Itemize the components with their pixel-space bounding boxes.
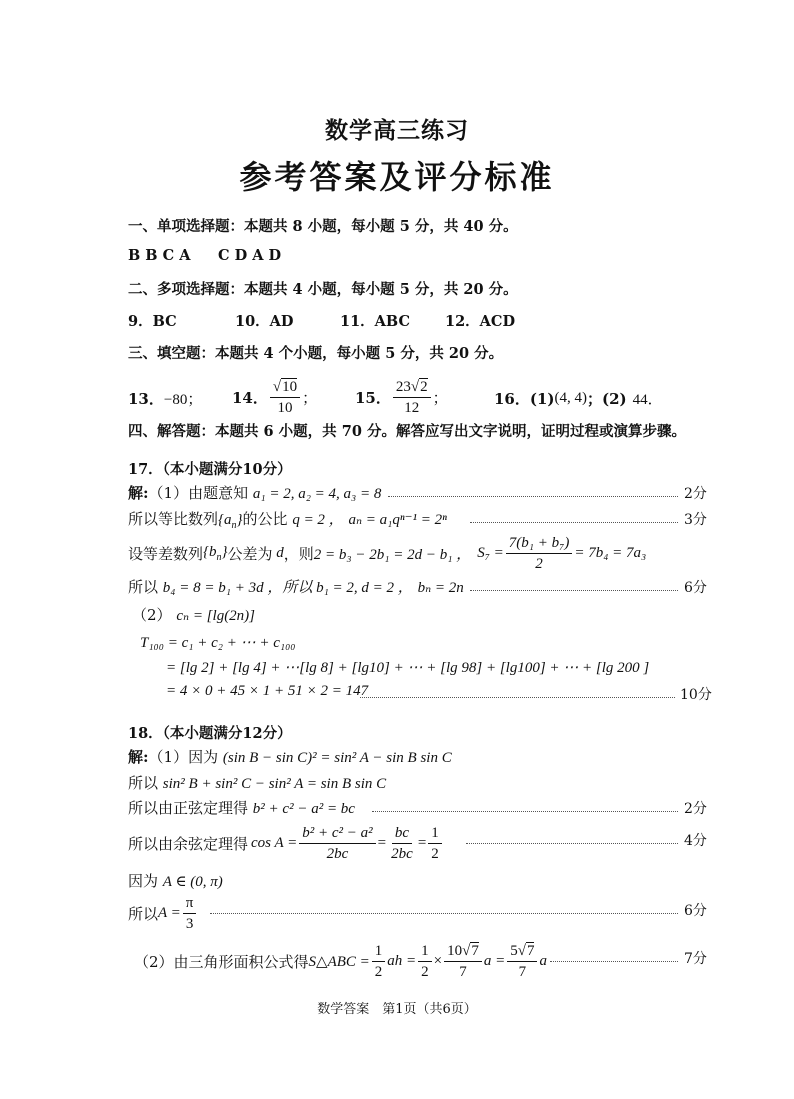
q18-line-5 (128, 870, 223, 891)
q18-l6-text: 所以 (128, 904, 159, 923)
q17-l3-math3: = 7b₄ = 7a₃ (574, 544, 647, 561)
q18-l7-text: （2）由三角形面积公式得 (134, 952, 309, 971)
q16-value-1: (4, 4) (554, 389, 588, 406)
q15-fraction: $\frac{23√2}{12}$ (393, 377, 431, 418)
score-leader (372, 811, 678, 812)
score-leader (360, 697, 675, 698)
q15-label: 15． (355, 388, 391, 407)
q17-l1-text: （1）由题意知 (148, 484, 249, 502)
q18-score-7: 7分 (684, 951, 707, 967)
q18-l7-frac-3: $\frac{10√7}{7}$ (444, 941, 482, 982)
q17-line-1 (128, 482, 381, 503)
q17-l5-math: cₙ = [lg(2n)] (176, 608, 256, 624)
q17-l3-text2: 公差为 (227, 544, 273, 563)
q18-score-2: 2分 (684, 801, 707, 817)
q18-l6-f-num: π (183, 893, 197, 914)
q17-solution-prefix: 解: (128, 484, 149, 502)
q18-heading: 18．（本小题满分12分） (128, 725, 292, 742)
q17-l4-math: b₄ = 8 = b₁ + 3d ，所以 b₁ = 2, d = 2 ， (162, 580, 413, 596)
q18-l4-f1-den: 2bc (326, 845, 349, 862)
q18-l4-frac-1 (299, 823, 375, 864)
q18-l7-f2-den: 2 (421, 963, 429, 980)
q18-l7-frac-1 (372, 941, 386, 982)
q13-row (128, 376, 202, 420)
s1-answers-b: C D A D (218, 247, 282, 264)
q18-l5-text: 因为 (128, 872, 159, 890)
q18-l7-frac-4: $\frac{5√7}{7}$ (507, 941, 537, 982)
q18-l7-f3-num-root: 7 (471, 942, 479, 959)
q14-label: 14． (232, 388, 268, 407)
score-leader (470, 590, 678, 591)
q18-l6-frac (183, 893, 197, 934)
q18-l4-f3-num: 1 (428, 823, 442, 844)
q17-l2-math: q = 2 ， (292, 512, 344, 528)
q18-solution-prefix: 解: (128, 748, 149, 766)
q17-l3-math: 2 = b₃ − 2b₁ = 2d − b₁ ， (313, 546, 472, 563)
q17-score-3: 3分 (684, 512, 707, 528)
q18-score-6: 6分 (684, 903, 707, 919)
q17-l3-fraction (506, 533, 573, 574)
score-leader (466, 843, 678, 844)
q17-score-10: 10分 (680, 687, 712, 703)
q17-l3-text3: ，则 (283, 544, 314, 563)
q18-l3-text: 所以由正弦定理得 (128, 799, 249, 817)
q17-line-8: = 4 × 0 + 45 × 1 + 51 × 2 = 147 (166, 683, 369, 699)
q18-l7-math: S△ABC = (308, 953, 370, 970)
q17-line-6: T₁₀₀ = c₁ + c₂ + ⋯ + c₁₀₀ (140, 635, 296, 651)
q16-value-2: 44． (632, 391, 663, 408)
q18-l4-f1-num: b² + c² − a² (299, 823, 375, 844)
q18-l4-frac-2 (388, 823, 416, 864)
title-large: 参考答案及评分标准 (239, 158, 555, 196)
q17-l4-math2: bₙ = 2n (417, 580, 464, 596)
q10-answer: 10．AD (235, 313, 294, 330)
q18-l2-math: sin² B + sin² C − sin² A = sin B sin C (162, 776, 387, 792)
q13-label: 13． (128, 389, 164, 408)
q17-l4-text: 所以 (128, 578, 159, 596)
score-leader (388, 496, 678, 497)
q15-denominator: 12 (404, 399, 420, 416)
q17-heading: 17．（本小题满分10分） (128, 461, 292, 478)
q18-l1-text: （1）因为 (148, 748, 219, 766)
q18-l4-f2-den: 2bc (391, 845, 413, 862)
q18-l7-f1-num: 1 (372, 941, 386, 962)
q13-value: −80； (163, 391, 203, 408)
q18-l4-frac-3 (428, 823, 442, 864)
q17-l3-frac-num: 7(b₁ + b₇) (506, 533, 573, 554)
q12-answer: 12．ACD (445, 313, 516, 330)
q18-line-2 (128, 772, 386, 793)
q18-l4-text: 所以由余弦定理得 (128, 834, 249, 853)
q17-l3-math2: S₇ = (477, 544, 504, 561)
q18-l4-f3-den: 2 (431, 845, 439, 862)
q18-line-4: 所以由余弦定理得 cos A = $\frac{\text{b² + c² − a²}}{2bc}$ = $\frac{bc}{2bc}$ = $\frac{1}{2}$ (128, 820, 444, 866)
q15-num-root: 2 (420, 378, 428, 395)
q14-denominator: 10 (277, 399, 293, 416)
q17-score-6: 6分 (684, 580, 707, 596)
q9-answer: 9．BC (128, 313, 177, 330)
section-4-heading: 四、解答题：本题共 6 小题，共 70 分。解答应写出文字说明，证明过程或演算步骤。 (128, 423, 686, 440)
q18-l7-frac-2 (418, 941, 432, 982)
q18-l7-f4-num-root: 7 (526, 942, 535, 959)
q18-l5-math: A ∈ (0, π) (162, 874, 223, 890)
q18-l2-text: 所以 (128, 774, 159, 792)
q16-separator: ；(2) (587, 389, 627, 408)
q18-l7-times: × (433, 952, 443, 969)
q17-line-4 (128, 576, 464, 597)
section-3-heading: 三、填空题：本题共 4 个小题，每小题 5 分，共 20 分。 (128, 345, 504, 362)
q11-answer: 11．ABC (340, 313, 410, 330)
q17-score-2: 2分 (684, 486, 707, 502)
q17-l5-text: （2） (132, 606, 172, 624)
s1-answers-a: B B C A (128, 247, 191, 264)
q16-label: 16．(1) (494, 389, 555, 408)
q16-row (494, 376, 663, 420)
q18-l7-f2-num: 1 (418, 941, 432, 962)
q18-l4-f2-num: bc (392, 823, 412, 844)
q18-l1-math: (sin B − sin C)² = sin² A − sin B sin C (222, 750, 452, 766)
q18-l6-math: A = (158, 904, 181, 921)
title-small: 数学高三练习 (325, 117, 469, 144)
q17-l3-frac-den: 2 (535, 555, 543, 572)
q17-line-3: 设等差数列 $\{b_n\}$ 公差为 d ，则 2 = b₃ − 2b₁ = 2d − b₁ ， S₇ = $\frac{\text{7(b₁ + b₇)}}{2}$ = 7b₄ = 7a₃ (128, 534, 647, 572)
q18-score-4: 4分 (684, 833, 707, 849)
q18-l7-f4-num-int: 5 (510, 942, 518, 959)
q17-l2-text2: 的公比 (242, 510, 288, 528)
q18-l7-f1-den: 2 (374, 963, 383, 980)
q18-l4-math: cos A = (251, 834, 298, 851)
q18-l6-f-den: 3 (185, 915, 194, 932)
section-1-heading: 一、单项选择题：本题共 8 小题，每小题 5 分，共 40 分。 (128, 218, 518, 235)
q18-l7-math3: a = (483, 952, 506, 969)
q17-line-2: 所以等比数列$\{a_n\}$的公比 q = 2 ， aₙ = a₁qⁿ⁻¹ = 2ⁿ (128, 510, 447, 531)
q17-l3-text: 设等差数列 (128, 544, 204, 563)
q17-l2-text: 所以等比数列 (128, 510, 219, 528)
q15-row: 15． $\frac{23√2}{12}$ ； (355, 378, 448, 416)
q14-row: 14． $\frac{√10}{10}$ ； (232, 378, 318, 416)
q17-l1-math: a₁ = 2, a₂ = 4, a₃ = 8 (252, 486, 382, 502)
q15-num-int: 23 (395, 378, 411, 395)
q17-line-5 (132, 604, 255, 625)
q17-line-7: = [lg 2] + [lg 4] + ⋯[lg 8] + [lg10] + ⋯ + [lg 98] + [lg100] + ⋯ + [lg 200 ] (166, 660, 650, 676)
q18-line-6 (128, 890, 198, 936)
score-leader (550, 961, 678, 962)
score-leader (210, 913, 678, 914)
page-footer: 数学答案 第1页（共6页） (317, 1002, 477, 1017)
q18-line-7 (134, 936, 547, 986)
q18-l7-math4: a (539, 952, 547, 969)
q14-numerator: 10 (282, 378, 298, 395)
q18-line-3 (128, 797, 355, 818)
q18-l7-math2: ah = (387, 952, 417, 969)
q18-l7-f3-den: 7 (459, 963, 467, 980)
q18-l3-math: b² + c² − a² = bc (252, 801, 355, 817)
score-leader (470, 522, 678, 523)
q17-l2-math2: aₙ = a₁qⁿ⁻¹ = 2ⁿ (348, 512, 447, 528)
q18-line-1 (128, 746, 452, 767)
q18-l7-f3-num-int: 10 (447, 942, 463, 959)
section-2-heading: 二、多项选择题：本题共 4 小题，每小题 5 分，共 20 分。 (128, 281, 518, 298)
q18-l7-f4-den: 7 (518, 963, 527, 980)
q14-fraction: $\frac{√10}{10}$ (270, 377, 300, 418)
